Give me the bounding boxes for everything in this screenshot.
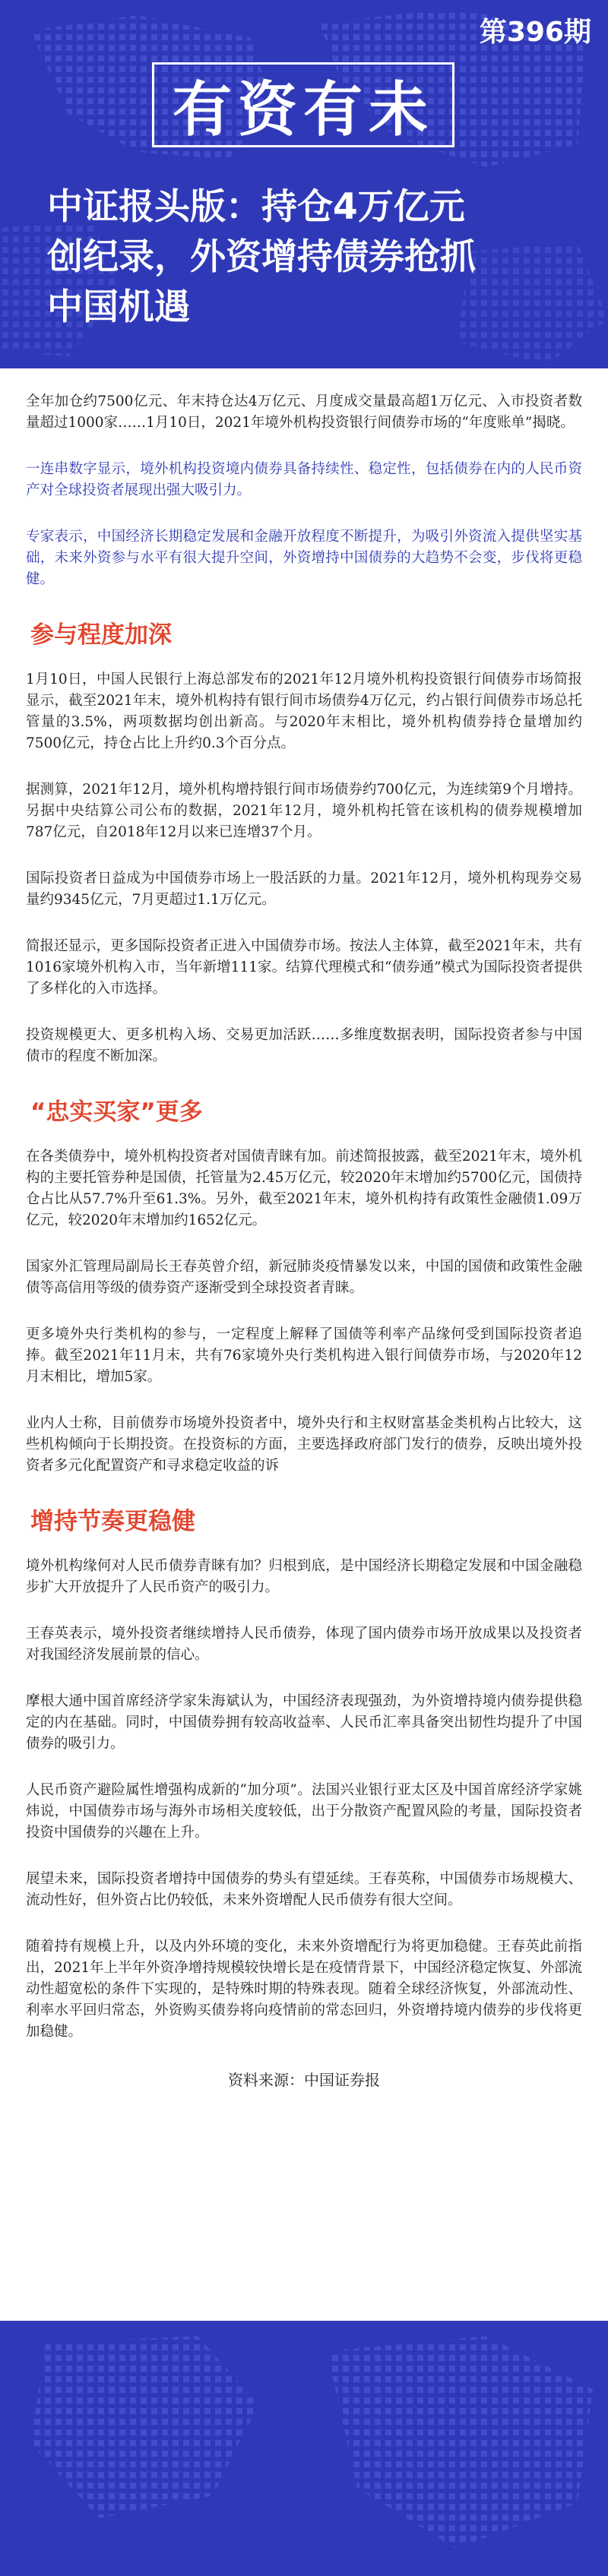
section-paragraph: 业内人士称，目前债券市场境外投资者中，境外央行和主权财富基金类机构占比较大，这些机构倾向于长期投资。在投资标的方面，主要选择政府部门发行的债券，反映出境外投资者多元化配置资产和寻求稳定收益的诉 [26,1415,582,1474]
header-banner [0,0,608,368]
issue-number: 第396期 [479,17,591,48]
dotted-world-map-decoration [0,2321,608,2576]
section-paragraph: 国家外汇管理局副局长王春英曾介绍，新冠肺炎疫情暴发以来，中国的国债和政策性金融债等高信用等级的债券资产逐渐受到全球投资者青睐。 [26,1259,582,1296]
headline [47,182,572,333]
headline-line: 创纪录，外资增持债券抢抓 [47,236,476,278]
headline-line: 中国机遇 [47,286,190,328]
footer-banner [0,2321,608,2576]
section-paragraph: 国际投资者日益成为中国债券市场上一股活跃的力量。2021年12月，境外机构现券交易量约9345亿元，7月更超过1.1万亿元。 [26,871,582,908]
section-paragraph: 1月10日，中国人民银行上海总部发布的2021年12月境外机构投资银行间债券市场简报显示，截至2021年末，境外机构持有银行间市场债券4万亿元，约占银行间债券市场总托管量的3.5%，两项数据均创出新高。与2020年末相比，境外机构债券持仓量增加约7500亿元，持仓占比上升约0.3个百分点。 [26,672,582,751]
intro-paragraph: 一连串数字显示，境外机构投资境内债券具备持续性、稳定性，包括债券在内的人民币资产对全球投资者展现出强大吸引力。 [26,461,582,498]
brand-title: 有资有未 [172,76,434,144]
article-body [0,368,608,2090]
section-paragraph: 展望未来，国际投资者增持中国债券的势头有望延续。王春英称，中国债券市场规模大、流动性好，但外资占比仍较低，未来外资增配人民币债券有很大空间。 [26,1871,582,1908]
section-paragraph: 王春英表示，境外投资者继续增持人民币债券，体现了国内债券市场开放成果以及投资者对我国经济发展前景的信心。 [26,1626,582,1663]
section-paragraph: 更多境外央行类机构的参与，一定程度上解释了国债等利率产品缘何受到国际投资者追捧。截至2021年11月末，共有76家境外央行类机构进入银行间债券市场，与2020年12月末相比，增加5家。 [26,1326,582,1385]
intro-paragraph: 全年加仓约7500亿元、年末持仓达4万亿元、月度成交量最高超1万亿元、入市投资者数量超过1000家……1月10日，2021年境外机构投资银行间债券市场的“年度账单”揭晓。 [26,394,582,431]
section-paragraph: 境外机构缘何对人民币债券青睐有加？归根到底，是中国经济长期稳定发展和中国金融稳步扩大开放提升了人民币资产的吸引力。 [26,1558,582,1595]
source-credit: 资料来源：中国证券报 [228,2071,380,2089]
section-paragraph: 据测算，2021年12月，境外机构增持银行间市场债券约700亿元，为连续第9个月增持。另据中央结算公司公布的数据，2021年12月，境外机构托管在该机构的债券规模增加787亿元，自2018年12月以来已连增37个月。 [26,782,582,840]
section-paragraph: 摩根大通中国首席经济学家朱海斌认为，中国经济表现强劲，为外资增持境内债券提供稳定的内在基础。同时，中国债券拥有较高收益率、人民币汇率具备突出韧性均提升了中国债券的吸引力。 [26,1693,582,1752]
intro-paragraph: 专家表示，中国经济长期稳定发展和金融开放程度不断提升，为吸引外资流入提供坚实基础，未来外资参与水平有很大提升空间，外资增持中国债券的大趋势不会变，步伐将更稳健。 [26,529,582,587]
headline-line: 中证报头版：持仓4万亿元 [47,186,465,228]
section-heading: “忠实买家”更多 [30,1098,203,1126]
section-paragraph: 人民币资产避险属性增强构成新的“加分项”。法国兴业银行亚太区及中国首席经济学家姚炜说，中国债券市场与海外市场相关度较低，出于分散资产配置风险的考量，国际投资者投资中国债券的兴趣在上升。 [26,1782,582,1841]
section-heading: 增持节奏更稳健 [30,1508,195,1535]
section-paragraph: 简报还显示，更多国际投资者正进入中国债券市场。按法人主体算，截至2021年末，共有1016家境外机构入市，当年新增111家。结算代理模式和“债券通”模式为国际投资者提供了多样化的入市选择。 [26,938,582,997]
brand-logo-box [152,62,454,147]
section-heading: 参与程度加深 [30,621,172,649]
section-paragraph: 投资规模更大、更多机构入场、交易更加活跃……多维度数据表明，国际投资者参与中国债市的程度不断加深。 [26,1027,582,1064]
section-paragraph: 随着持有规模上升，以及内外环境的变化，未来外资增配行为将更加稳健。王春英此前指出，2021年上半年外资净增持规模较快增长是在疫情背景下，中国经济稳定恢复、外部流动性超宽松的条件下实现的，是特殊时期的特殊表现。随着全球经济恢复，外部流动性、利率水平回归常态，外资购买债券将向疫情前的常态回归，外资增持境内债券的步伐将更加稳健。 [26,1939,582,2040]
section-paragraph: 在各类债券中，境外机构投资者对国债青睐有加。前述简报披露，截至2021年末，境外机构的主要托管券种是国债，托管量为2.45万亿元，较2020年末增加约5700亿元，国债持仓占比从57.7%升至61.3%。另外，截至2021年末，境外机构持有政策性金融债1.09万亿元，较2020年末增加约1652亿元。 [26,1149,582,1228]
